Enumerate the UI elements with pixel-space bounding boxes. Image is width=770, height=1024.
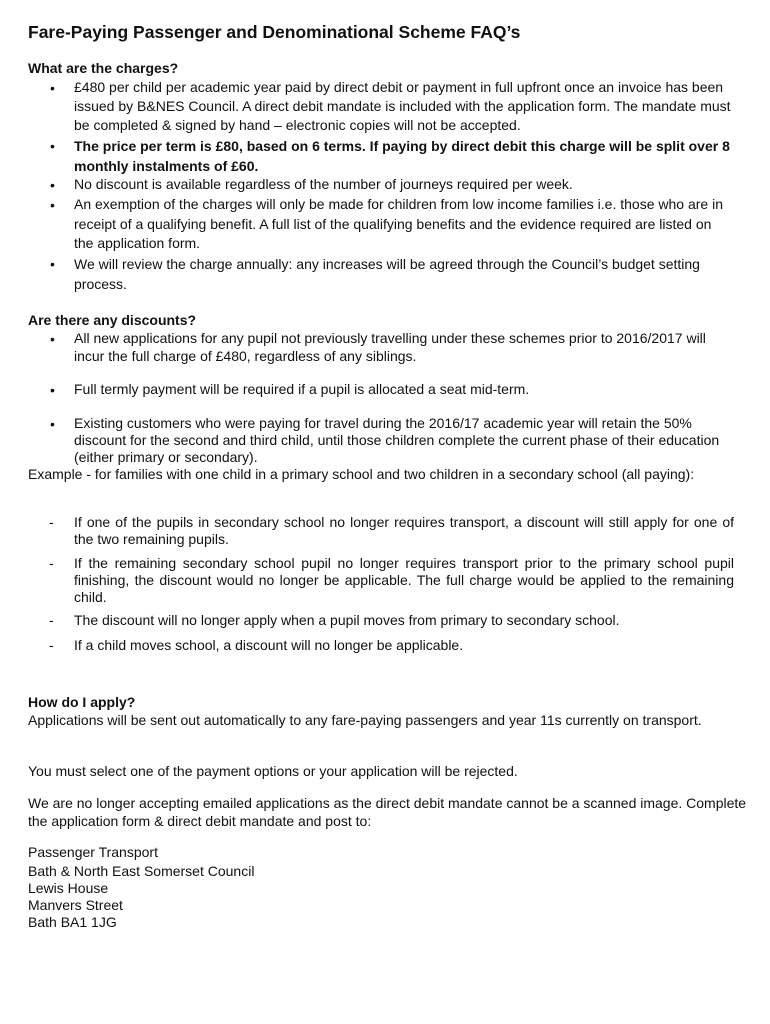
discounts-dash-1: If one of the pupils in secondary school no longer requires transport, a discount will still apply for one of the two remaining pupils. bbox=[74, 514, 734, 547]
charges-heading: What are the charges? bbox=[28, 60, 179, 76]
charges-bullet-5: We will review the charge annually: any increases will be agreed through the Council’s budget setting process. bbox=[74, 256, 700, 292]
discounts-heading: Are there any discounts? bbox=[28, 312, 197, 328]
address-line: Manvers Street bbox=[28, 897, 123, 913]
bullet-marker: • bbox=[50, 197, 55, 213]
dash-marker: - bbox=[49, 637, 54, 653]
bullet-marker: • bbox=[50, 138, 55, 154]
dash-marker: - bbox=[49, 612, 54, 628]
discounts-bullet-2: Full termly payment will be required if a pupil is allocated a seat mid-term. bbox=[74, 381, 530, 397]
bullet-marker: • bbox=[50, 177, 55, 193]
address-line: Passenger Transport bbox=[28, 844, 158, 860]
bullet-marker: • bbox=[50, 80, 55, 96]
apply-heading: How do I apply? bbox=[28, 694, 136, 710]
charges-bullet-1: £480 per child per academic year paid by direct debit or payment in full upfront once an invoice has been issued by B&NES Council. A direct debit mandate is included with the application form. The mandate must be completed & signed by hand – electronic copies will not be accepted. bbox=[74, 79, 731, 133]
bullet-marker: • bbox=[50, 331, 55, 347]
address-line: Bath & North East Somerset Council bbox=[28, 863, 255, 879]
dash-marker: - bbox=[49, 555, 54, 571]
dash-marker: - bbox=[49, 514, 54, 530]
address-line: Lewis House bbox=[28, 880, 109, 896]
discounts-dash-2: If the remaining secondary school pupil no longer requires transport prior to the primary school pupil finishing, the discount would no longer be applicable. The full charge would be applied to the remaining child. bbox=[74, 555, 734, 605]
discounts-bullet-3: Existing customers who were paying for travel during the 2016/17 academic year will retain the 50% discount for the second and third child, until those children complete the current phase of their education (either primary or secondary). bbox=[74, 415, 720, 465]
bullet-marker: • bbox=[50, 382, 55, 398]
charges-bullet-4: An exemption of the charges will only be made for children from low income families i.e. those who are in receipt of a qualifying benefit. A full list of the qualifying benefits and the evidence required are listed on the application form. bbox=[74, 196, 723, 251]
charges-bullet-2: The price per term is £80, based on 6 terms. If paying by direct debit this charge will be split over 8 monthly instalments of £60. bbox=[74, 138, 730, 174]
discounts-dash-3: The discount will no longer apply when a pupil moves from primary to secondary school. bbox=[74, 612, 620, 628]
apply-paragraph-2: You must select one of the payment options or your application will be rejected. bbox=[28, 763, 518, 779]
discounts-example: Example - for families with one child in a primary school and two children in a secondary school (all paying): bbox=[28, 466, 695, 482]
discounts-dash-4: If a child moves school, a discount will no longer be applicable. bbox=[74, 637, 464, 653]
page-title: Fare-Paying Passenger and Denominational Scheme FAQ’s bbox=[28, 22, 521, 42]
apply-paragraph-3: We are no longer accepting emailed applications as the direct debit mandate cannot be a scanned image. Complete the application form & direct debit mandate and post to: bbox=[28, 795, 747, 829]
bullet-marker: • bbox=[50, 416, 55, 432]
address-line: Bath BA1 1JG bbox=[28, 914, 117, 930]
bullet-marker: • bbox=[50, 256, 55, 272]
apply-paragraph-1: Applications will be sent out automatically to any fare-paying passengers and year 11s currently on transport. bbox=[28, 712, 702, 728]
charges-bullet-3: No discount is available regardless of the number of journeys required per week. bbox=[74, 176, 573, 192]
discounts-bullet-1: All new applications for any pupil not previously travelling under these schemes prior to 2016/2017 will incur the full charge of £480, regardless of any siblings. bbox=[74, 330, 706, 364]
